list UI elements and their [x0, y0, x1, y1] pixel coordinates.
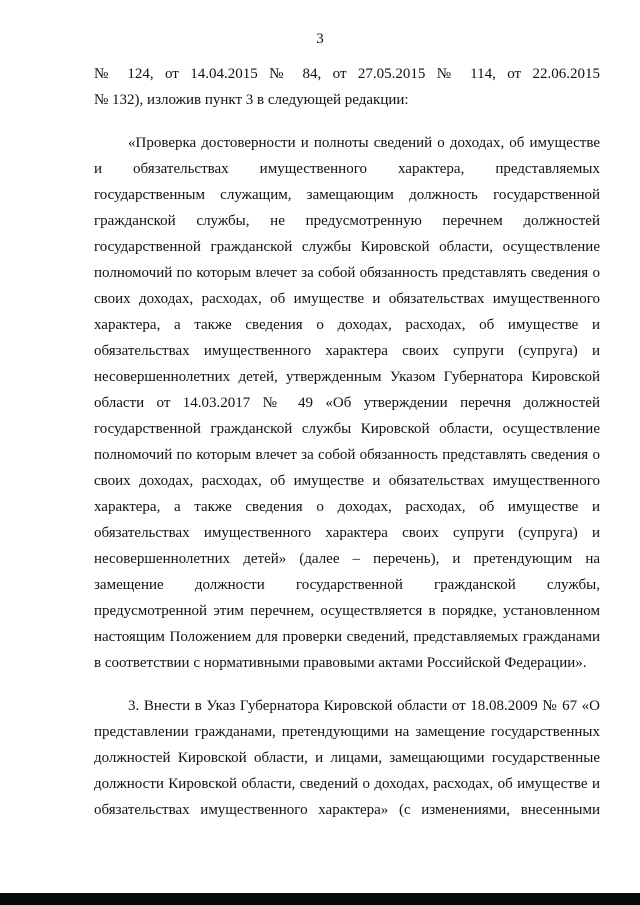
text-line: характера, а также сведения о доходах, расходах, об имуществе и: [94, 499, 600, 515]
text-line: обязательствах имущественного характера» (с изменениями, внесенными: [94, 802, 600, 818]
text-line: гражданской службы, не предусмотренную перечнем должностей: [94, 213, 600, 229]
paragraph-3: [94, 693, 600, 823]
text-line: несовершеннолетних детей» (далее – перечень), и претендующим на: [94, 551, 600, 567]
text-line: № 124, от 14.04.2015 № 84, от 27.05.2015 № 114, от 22.06.2015: [94, 66, 600, 82]
text-line: должности Кировской области, сведений о доходах, расходах, об имуществе и: [94, 776, 600, 792]
text-line: предусмотренной этим перечнем, осуществляется в порядке, установленном: [94, 603, 600, 619]
text-line: обязательствах имущественного характера своих супруги (супруга) и: [94, 525, 600, 541]
scan-bottom-border: [0, 893, 640, 905]
text-line: государственным служащим, замещающим должность государственной: [94, 187, 600, 203]
text-line: несовершеннолетних детей, утвержденным Указом Губернатора Кировской: [94, 369, 600, 385]
text-line: «Проверка достоверности и полноты сведений о доходах, об имуществе: [128, 135, 600, 151]
text-line: государственной гражданской службы Кировской области, осуществление: [94, 421, 600, 437]
text-line: своих доходах, расходах, об имуществе и обязательствах имущественного: [94, 291, 600, 307]
paragraph-2: [94, 130, 600, 676]
text-line: своих доходах, расходах, об имуществе и обязательствах имущественного: [94, 473, 600, 489]
text-line: 3. Внести в Указ Губернатора Кировской области от 18.08.2009 № 67 «О: [128, 698, 600, 714]
text-line: настоящим Положением для проверки сведений, представляемых гражданами: [94, 629, 600, 645]
page-number: 3: [316, 31, 324, 47]
text-line: замещение должности государственной гражданской службы,: [94, 577, 600, 593]
text-line: представлении гражданами, претендующими на замещение государственных: [94, 724, 600, 740]
text-line: полномочий по которым влечет за собой обязанность представлять сведения о: [94, 265, 600, 281]
text-line: обязательствах имущественного характера своих супруги (супруга) и: [94, 343, 600, 359]
text-line: № 132), изложив пункт 3 в следующей редакции:: [94, 92, 409, 108]
text-line: государственной гражданской службы Кировской области, осуществление: [94, 239, 600, 255]
text-line: в соответствии с нормативными правовыми актами Российской Федерации».: [94, 655, 587, 671]
text-line: должностей Кировской области, и лицами, замещающими государственные: [94, 750, 600, 766]
document-body: [94, 61, 600, 823]
text-line: и обязательствах имущественного характера, представляемых: [94, 161, 600, 177]
paragraph-1: [94, 61, 600, 113]
text-line: области от 14.03.2017 № 49 «Об утверждении перечня должностей: [94, 395, 600, 411]
text-line: полномочий по которым влечет за собой обязанность представлять сведения о: [94, 447, 600, 463]
paragraph-spacer: [94, 113, 600, 130]
paragraph-spacer: [94, 676, 600, 693]
text-line: характера, а также сведения о доходах, расходах, об имуществе и: [94, 317, 600, 333]
